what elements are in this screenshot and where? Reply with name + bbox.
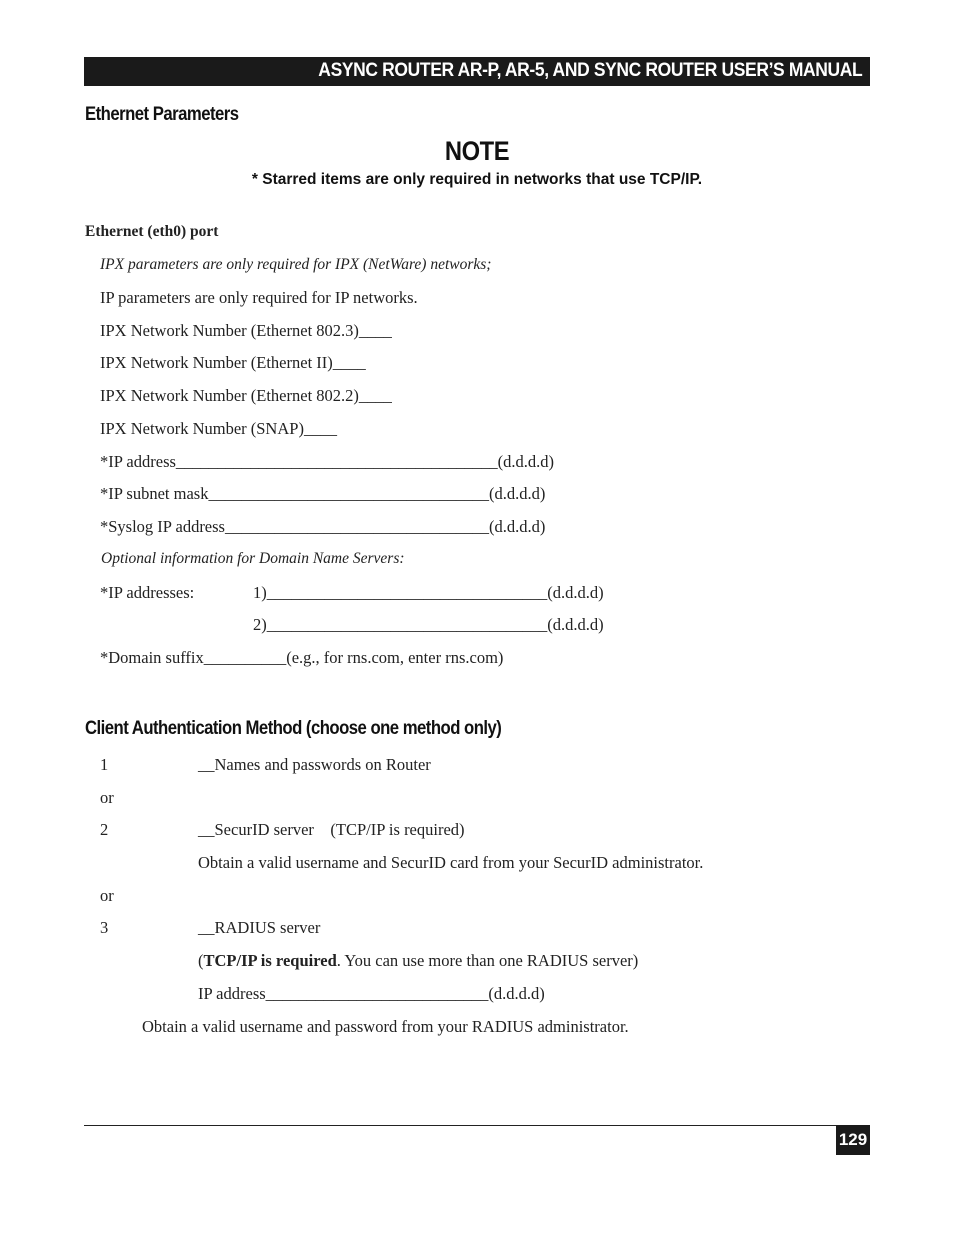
dns-2-field: 2)__________________________________(d.d.d.d) — [253, 615, 604, 634]
ipx-8022-field: IPX Network Number (Ethernet 802.2)____ — [100, 386, 392, 405]
ipx-snap-field: IPX Network Number (SNAP)____ — [100, 419, 337, 438]
page-number: 129 — [836, 1125, 870, 1155]
option-2-number: 2 — [100, 820, 109, 839]
note-title: NOTE — [444, 136, 510, 166]
requirement-rest: . You can use more than one RADIUS server) — [336, 951, 639, 970]
ipx-ii-field: IPX Network Number (Ethernet II)____ — [100, 353, 366, 372]
dns-1-field: 1)__________________________________(d.d.d.d) — [253, 583, 604, 602]
syslog-ip-field: *Syslog IP address________________________________(d.d.d.d) — [100, 517, 546, 536]
ethernet-parameters-heading: Ethernet Parameters — [85, 104, 239, 125]
note-text: * Starred items are only required in networks that use TCP/IP. — [251, 171, 703, 188]
domain-suffix-field: *Domain suffix__________(e.g., for rns.com, enter rns.com) — [100, 648, 504, 667]
ip-addresses-label: *IP addresses: — [100, 583, 195, 602]
ipx-note: IPX parameters are only required for IPX (NetWare) networks; — [100, 256, 492, 273]
option-3-number: 3 — [100, 918, 109, 937]
option-3-requirement — [198, 951, 638, 971]
tcpip-required: TCP/IP is required — [203, 951, 337, 970]
ip-address-field: *IP address_______________________________________(d.d.d.d) — [100, 452, 555, 471]
ipx-8023-field: IPX Network Number (Ethernet 802.3)____ — [100, 321, 392, 340]
header-bar — [84, 57, 870, 86]
paren-open: ( — [198, 951, 204, 970]
subnet-mask-field: *IP subnet mask__________________________________(d.d.d.d) — [100, 484, 546, 503]
client-auth-heading: Client Authentication Method (choose one method only) — [85, 718, 502, 739]
or-separator-1: or — [100, 788, 114, 807]
ip-note: IP parameters are only required for IP networks. — [100, 288, 418, 307]
dns-note: Optional information for Domain Name Servers: — [101, 550, 405, 567]
or-separator-2: or — [100, 886, 114, 905]
radius-ip-field: IP address___________________________(d.d.d.d) — [198, 984, 545, 1003]
eth0-port-heading: Ethernet (eth0) port — [85, 223, 219, 240]
option-1-text: __Names and passwords on Router — [198, 755, 431, 774]
manual-title: ASYNC ROUTER AR-P, AR-5, AND SYNC ROUTER USER’S MANUAL — [317, 60, 862, 81]
option-1-number: 1 — [100, 755, 109, 774]
option-2-text: __SecurID server (TCP/IP is required) — [198, 820, 465, 839]
footer-rule — [84, 1125, 870, 1126]
radius-note: Obtain a valid username and password from your RADIUS administrator. — [142, 1017, 629, 1036]
option-2-detail: Obtain a valid username and SecurID card from your SecurID administrator. — [198, 853, 704, 872]
option-3-text: __RADIUS server — [198, 918, 321, 937]
